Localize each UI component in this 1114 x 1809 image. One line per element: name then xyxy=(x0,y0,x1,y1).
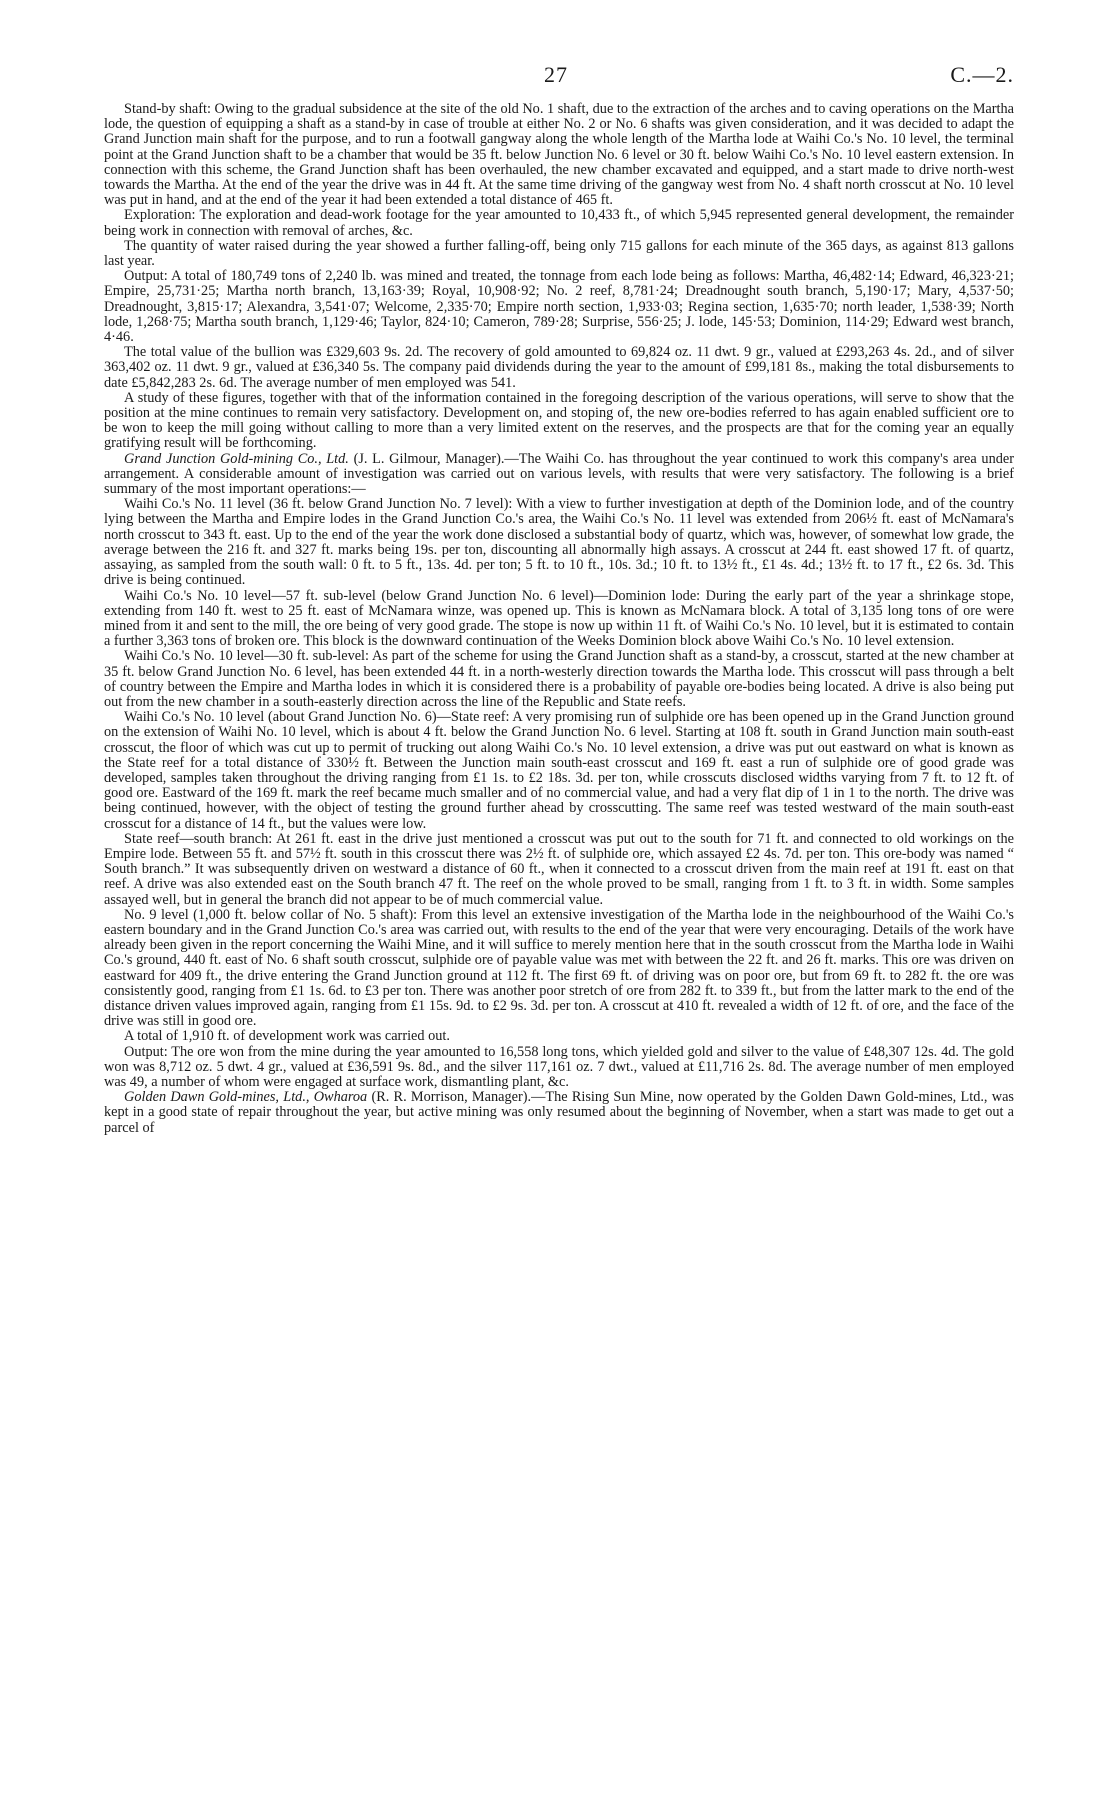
page-header xyxy=(104,62,1014,102)
paragraph-no-10-level-30ft: Waihi Co.'s No. 10 level—30 ft. sub-level: As part of the scheme for using the Grand Junction shaft as a stand-by, a crosscut, started at the new chamber at 35 ft. below Grand Junction No. 6 level, has been extended 44 ft. in a north-westerly direction towards the Martha lode. This crosscut will pass through a belt of country between the Empire and Martha lodes in which it is considered there is a probability of payable ore-bodies being located. A drive is also being put out from the new chamber in a south-easterly direction across the line of the Republic and State reefs. xyxy=(104,648,1014,710)
paragraph-stand-by-shaft: Stand-by shaft: Owing to the gradual subsidence at the site of the old No. 1 shaft, due to the extraction of the arches and to caving operations on the Martha lode, the question of equipping a shaft as a stand-by in case of trouble at either No. 2 or No. 6 shafts was given consideration, and it was decided to adapt the Grand Junction main shaft for the purpose, and to run a footwall gangway along the whole length of the Martha lode at Waihi Co.'s No. 10 level, the terminal point at the Grand Junction shaft to be a chamber that would be 35 ft. below Junction No. 6 level or 30 ft. below Waihi Co.'s No. 10 level eastern extension. In connection with this scheme, the Grand Junction shaft has been overhauled, the new chamber excavated and equipped, and a start made to drive north-west towards the Martha. At the end of the year the drive was in 44 ft. At the same time driving of the gangway west from No. 4 shaft north crosscut at No. 10 level was put in hand, and at the end of the year it had been extended a total distance of 465 ft. xyxy=(104,101,1014,209)
paragraph-no-11-level: Waihi Co.'s No. 11 level (36 ft. below Grand Junction No. 7 level): With a view to further investigation at depth of the Dominion lode, and of the country lying between the Martha and Empire lodes in the Grand Junction Co.'s area, the Waihi Co.'s No. 11 level was extended from 206½ ft. east of McNamara's north crosscut to 343 ft. east. Up to the end of the year the work done disclosed a substantial body of quartz, which was, however, of somewhat low grade, the average between the 216 ft. and 327 ft. marks being 19s. per ton, discounting all abnormally high assays. A crosscut at 244 ft. east showed 17 ft. of quartz, assaying, as sampled from the south wall: 0 ft. to 5 ft., 13s. 4d. per ton; 5 ft. to 10 ft., 10s. 3d.; 10 ft. to 13½ ft., £1 4s. 4d.; 13½ ft. to 17 ft., £2 6s. 3d. This drive is being continued. xyxy=(104,496,1014,589)
paragraph-output: Output: A total of 180,749 tons of 2,240 lb. was mined and treated, the tonnage from each lode being as follows: Martha, 46,482·14; Edward, 46,323·21; Empire, 25,731·25; Martha north branch, 13,163·39; Royal, 10,908·92; No. 2 reef, 8,781·24; Dreadnought south branch, 5,190·17; Mary, 4,537·50; Dreadnought, 3,815·17; Alexandra, 3,541·07; Welcome, 2,335·70; Empire north section, 1,933·03; Regina section, 1,635·70; north leader, 1,538·39; North lode, 1,268·75; Martha south branch, 1,129·46; Taylor, 824·10; Cameron, 789·28; Surprise, 556·25; J. lode, 145·53; Dominion, 114·29; Edward west branch, 4·46. xyxy=(104,268,1014,346)
report-code: C.—2. xyxy=(950,62,1014,87)
body-text xyxy=(104,102,1014,1136)
paragraph-state-reef-south-branch: State reef—south branch: At 261 ft. east in the drive just mentioned a crosscut was put out to the south for 71 ft. and connected to old workings on the Empire lode. Between 55 ft. and 57½ ft. south in this crosscut there was 2½ ft. of sulphide ore, which assayed £2 4s. 7d. per ton. This ore-body was named “ South branch.” It was subsequently driven on westward a distance of 60 ft., when it connected to a crosscut driven from the main reef at 191 ft. east on that reef. A drive was also extended east on the South branch 47 ft. The reef on the whole proved to be small, ranging from 1 ft. to 3 ft. in width. Some samples assayed well, but in general the branch did not appear to be of much commercial value. xyxy=(104,830,1014,908)
page-number: 27 xyxy=(544,62,568,87)
paragraph-no-9-level: No. 9 level (1,000 ft. below collar of No. 5 shaft): From this level an extensive investigation of the Martha lode in the neighbourhood of the Waihi Co.'s eastern boundary and in the Grand Junction Co.'s area was carried out, with results to the end of the year that were very encouraging. Details of the work have already been given in the report concerning the Waihi Mine, and it will suffice to merely mention here that in the south crosscut from the Martha lode in Waihi Co.'s ground, 440 ft. east of No. 6 shaft south crosscut, sulphide ore of payable value was met with between the 22 ft. and 26 ft. marks. This ore was driven on eastward for 409 ft., the drive entering the Grand Junction ground at 112 ft. The first 69 ft. of driving was on poor ore, but from 69 ft. to 282 ft. the ore was consistently good, ranging from £1 1s. 6d. to £3 per ton. There was another poor stretch of ore from 282 ft. to 339 ft., but from the latter mark to the end of the distance driven values improved again, ranging from £1 15s. 9d. to £2 9s. 3d. per ton. A crosscut at 410 ft. revealed a width of 12 ft. of ore, and the face of the drive was still in good ore. xyxy=(104,906,1014,1030)
paragraph-output-junction: Output: The ore won from the mine during the year amounted to 16,558 long tons, which yielded gold and silver to the value of £48,307 12s. 4d. The gold won was 8,712 oz. 5 dwt. 4 gr., valued at £36,591 9s. 8d., and the silver 117,161 oz. 7 dwt., valued at £11,716 2s. 8d. The average number of men employed was 49, a number of whom were engaged at surface work, dismantling plant, &c. xyxy=(104,1043,1014,1090)
company-name-golden-dawn: Golden Dawn Gold-mines, Ltd., Owharoa xyxy=(124,1089,368,1106)
company-name-grand-junction: Grand Junction Gold-mining Co., Ltd. xyxy=(124,450,349,467)
paragraph-grand-junction: Grand Junction Gold-mining Co., Ltd. (J. L. Gilmour, Manager).—The Waihi Co. has throughout the year continued to work this company's area under arrangement. A considerable amount of investigation was carried out on various levels, with results that were very satisfactory. The following is a brief summary of the most important operations:— xyxy=(104,450,1014,498)
paragraph-golden-dawn: Golden Dawn Gold-mines, Ltd., Owharoa (R. R. Morrison, Manager).—The Rising Sun Mine, now operated by the Golden Dawn Gold-mines, Ltd., was kept in a good state of repair throughout the year, but active mining was only resumed about the beginning of November, when a start was made to get out a parcel of xyxy=(104,1089,1014,1136)
paragraph-exploration: Exploration: The exploration and dead-work footage for the year amounted to 10,433 ft., of which 5,945 represented general development, the remainder being work in connection with removal of arches, &c. xyxy=(104,207,1014,239)
paragraph-no-10-level-57ft: Waihi Co.'s No. 10 level—57 ft. sub-level (below Grand Junction No. 6 level)—Dominion lode: During the early part of the year a shrinkage stope, extending from 140 ft. west to 25 ft. east of McNamara winze, was opened up. This is known as McNamara block. A total of 3,135 long tons of ore were mined from it and sent to the mill, the ore being of very good grade. The stope is now up within 11 ft. of Waihi Co.'s No. 10 level, but it is estimated to contain a further 3,363 tons of broken ore. This block is the downward continuation of the Weeks Dominion block above Waihi Co.'s No. 10 level extension. xyxy=(104,587,1014,650)
paragraph-state-reef: Waihi Co.'s No. 10 level (about Grand Junction No. 6)—State reef: A very promising run of sulphide ore has been opened up in the Grand Junction ground on the extension of Waihi No. 10 level, which is about 4 ft. below the Grand Junction No. 6 level. Starting at 108 ft. south in Grand Junction main south-east crosscut, the floor of which was cut up to permit of trucking out along Waihi Co.'s No. 10 level extension, a drive was put out eastward on what is known as the State reef for a total distance of 330½ ft. Between the Junction main south-east crosscut and 169 ft. east a run of sulphide ore of good grade was developed, samples taken throughout the driving ranging from £1 1s. to £2 18s. 3d. per ton, while crosscuts disclosed widths varying from 7 ft. to 12 ft. of good ore. Eastward of the 169 ft. mark the reef became much smaller and of no commercial value, and had a very flat dip of 1 in 1 to the north. The drive was being continued, however, with the object of testing the ground further ahead by crosscutting. The same reef was tested westward of the main south-east crosscut for a distance of 14 ft., but the values were low. xyxy=(104,709,1014,832)
paragraph-study: A study of these figures, together with that of the information contained in the foregoing description of the various operations, will serve to show that the position at the mine continues to remain very satisfactory. Development on, and stoping of, the new ore-bodies referred to has again enabled sufficient ore to be won to keep the mill going without calling to more than a very limited extent on the reserves, and the prospects are that for the coming year an equally gratifying result will be forthcoming. xyxy=(104,389,1014,452)
paragraph-bullion-value: The total value of the bullion was £329,603 9s. 2d. The recovery of gold amounted to 69,824 oz. 11 dwt. 9 gr., valued at £293,263 4s. 2d., and of silver 363,402 oz. 11 dwt. 9 gr., valued at £36,340 5s. The company paid dividends during the year to the amount of £99,181 8s., making the total disbursements to date £5,842,283 2s. 6d. The average number of men employed was 541. xyxy=(104,344,1014,391)
paragraph-water: The quantity of water raised during the year showed a further falling-off, being only 715 gallons for each minute of the 365 days, as against 813 gallons last year. xyxy=(104,237,1014,270)
paragraph-development-total: A total of 1,910 ft. of development work was carried out. xyxy=(124,1028,450,1045)
